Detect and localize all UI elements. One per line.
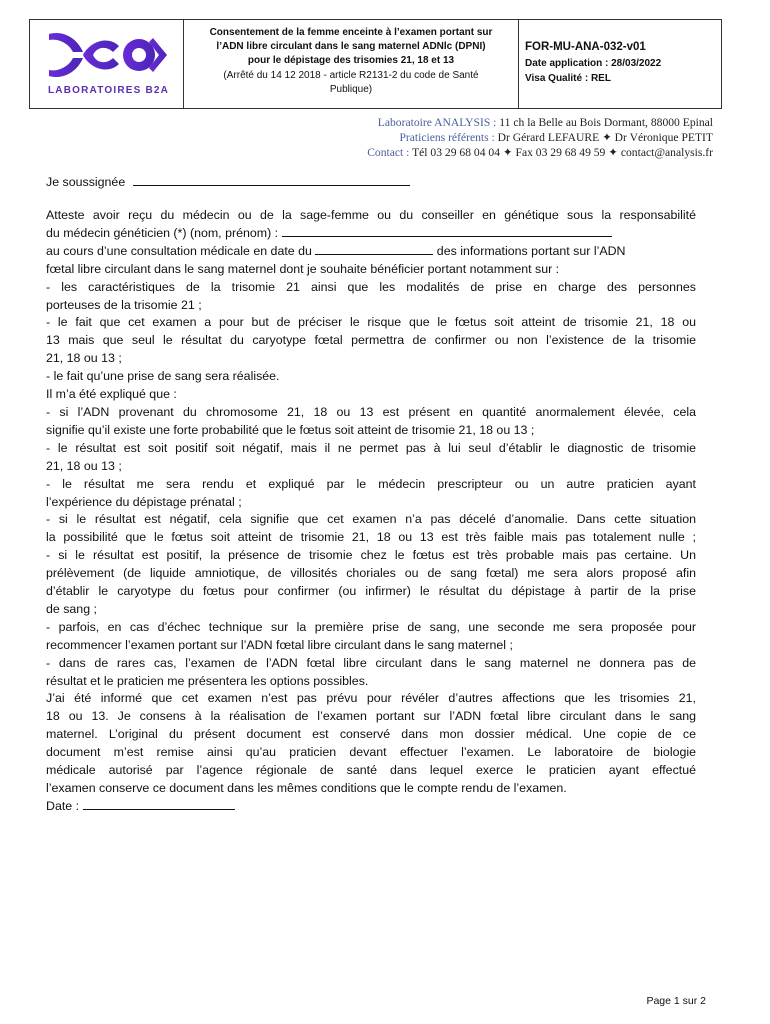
date-field[interactable] [46,798,696,816]
subtitle-line: Publique) [329,83,373,95]
body-line: au cours d’une consultation médicale en date du des informations portant sur l’ADN [46,243,626,258]
body-line: Atteste avoir reçu du médecin ou de la sage-femme ou du conseiller en génétique sous la responsabilité [46,208,696,222]
title-line: l’ADN libre circulant dans le sang maternel ADNlc (DPNI) [216,41,486,53]
date-label: Date : [46,798,80,813]
soussigne-field[interactable] [46,174,410,189]
body-line: - le fait que cet examen a pour but de préciser le risque que le fœtus soit atteint de trisomie 21, 18 ou [46,315,696,330]
document-title [184,20,519,108]
physician-name-blank[interactable] [282,225,612,237]
title-line: pour le dépistage des trisomies 21, 18 et 13 [247,55,455,67]
document-meta [519,20,721,108]
title-line: Consentement de la femme enceinte à l’examen portant sur [209,27,493,38]
body-line: - le résultat me sera rendu et expliqué par le médecin prescripteur ou un autre praticien ayant [46,476,696,491]
body-line: 18 ou 13. Je consens à la réalisation de l’examen portant sur l’ADN fœtal libre circulant dans le sang [46,709,696,724]
logo-text: LABORATOIRES B2A [48,85,170,96]
b2a-logo-icon [43,28,171,82]
lab-address: Laboratoire ANALYSIS : 11 ch la Belle au Bois Dormant, 88000 Epinal [377,116,713,129]
date-blank[interactable] [83,798,235,810]
body-line: - parfois, en cas d’échec technique sur la première prise de sang, une seconde me sera proposée pour [46,619,696,634]
body-line: la possibilité que le fœtus soit atteint de trisomie 21, 18 ou 13 est très faible mais pas totalement nulle ; [46,530,696,545]
soussigne-blank[interactable] [133,174,410,186]
body-line: Il m’a été expliqué que : [46,387,177,402]
subtitle-line: (Arrêté du 14 12 2018 - article R2131-2 du code de Santé [223,69,479,81]
body-line: porteuses de la trisomie 21 ; [46,297,202,312]
body-line: 21, 18 ou 13 ; [46,458,122,473]
body-line: de sang ; [46,601,97,616]
body-line: recommencer l’examen portant sur l’ADN fœtal libre circulant dans le sang maternel ; [46,637,513,652]
body-line: J’ai été informé que cet examen n’est pas prévu pour révéler d’autres affections que les trisomies 21, [46,691,696,706]
quality-visa: Visa Qualité : REL [525,73,611,84]
body-line: fœtal libre circulant dans le sang maternel dont je souhaite bénéficier portant notamment sur : [46,261,560,276]
body-line: - si le résultat est positif, la présence de trisomie chez le fœtus est très probable mais pas certaine. Un [46,548,696,563]
consent-body [46,207,696,816]
consultation-date-blank[interactable] [315,243,433,255]
lab-info [367,116,713,160]
body-line: médicale autorisé par l’agence régionale de santé dans lequel exerce le praticien ayant effectué [46,763,696,778]
soussigne-label: Je soussignée [46,175,126,189]
page-number: Page 1 sur 2 [646,995,706,1007]
body-line: d’établir le caryotype du fœtus pour confirmer (ou infirmer) le résultat du dépistage à partir de la prise [46,584,696,599]
body-line: prélèvement (de liquide amniotique, de villosités choriales ou de sang fœtal) me sera alors proposé afin [46,566,696,581]
body-line: - le résultat est soit positif soit négatif, mais il ne permet pas à lui seul d’établir le diagnostic de trisomie [46,440,696,455]
body-line: maternel. L’original du présent document est conservé dans mon dossier médical. Une copie de ce [46,727,696,742]
logo-cell [30,20,184,108]
body-line: 21, 18 ou 13 ; [46,351,122,366]
body-line: l’expérience du dépistage prénatal ; [46,494,242,509]
body-line: - les caractéristiques de la trisomie 21 ainsi que les modalités de prise en charge des personnes [46,279,696,294]
body-line: document m’est remise ainsi qu’au praticien devant effectuer l’examen. Le laboratoire de biologie [46,745,696,760]
body-line: - si le résultat est négatif, cela signifie que cet examen n’a pas décelé d’anomalie. Dans cette situation [46,512,696,527]
application-date: Date application : 28/03/2022 [525,58,662,69]
body-line: l’examen conserve ce document dans les mêmes conditions que le compte rendu de l’examen. [46,781,567,795]
body-line: du médecin généticien (*) (nom, prénom) : [46,225,696,243]
body-line: résultat et le praticien me présentera les options possibles. [46,673,369,688]
body-line: - le fait qu’une prise de sang sera réalisée. [46,369,280,384]
lab-practitioners: Praticiens référents : Dr Gérard LEFAURE ✦ Dr Véronique PETIT [399,130,713,144]
document-header [29,19,722,109]
body-line: - si l’ADN provenant du chromosome 21, 18 ou 13 est présent en quantité anormalement élevée, cela [46,404,696,419]
body-line: signifie qu’il existe une forte probabilité que le fœtus soit atteint de trisomie 21, 18 ou 13 ; [46,422,535,437]
body-line: - dans de rares cas, l’examen de l’ADN fœtal libre circulant dans le sang maternel ne donnera pas de [46,655,696,670]
lab-contact: Contact : Tél 03 29 68 04 04 ✦ Fax 03 29 68 49 59 ✦ contact@analysis.fr [367,145,713,159]
document-code: FOR-MU-ANA-032-v01 [525,41,646,53]
body-line: 13 mais que seul le résultat du caryotype fœtal permettra de confirmer ou non l’existence de la trisomie [46,333,696,348]
